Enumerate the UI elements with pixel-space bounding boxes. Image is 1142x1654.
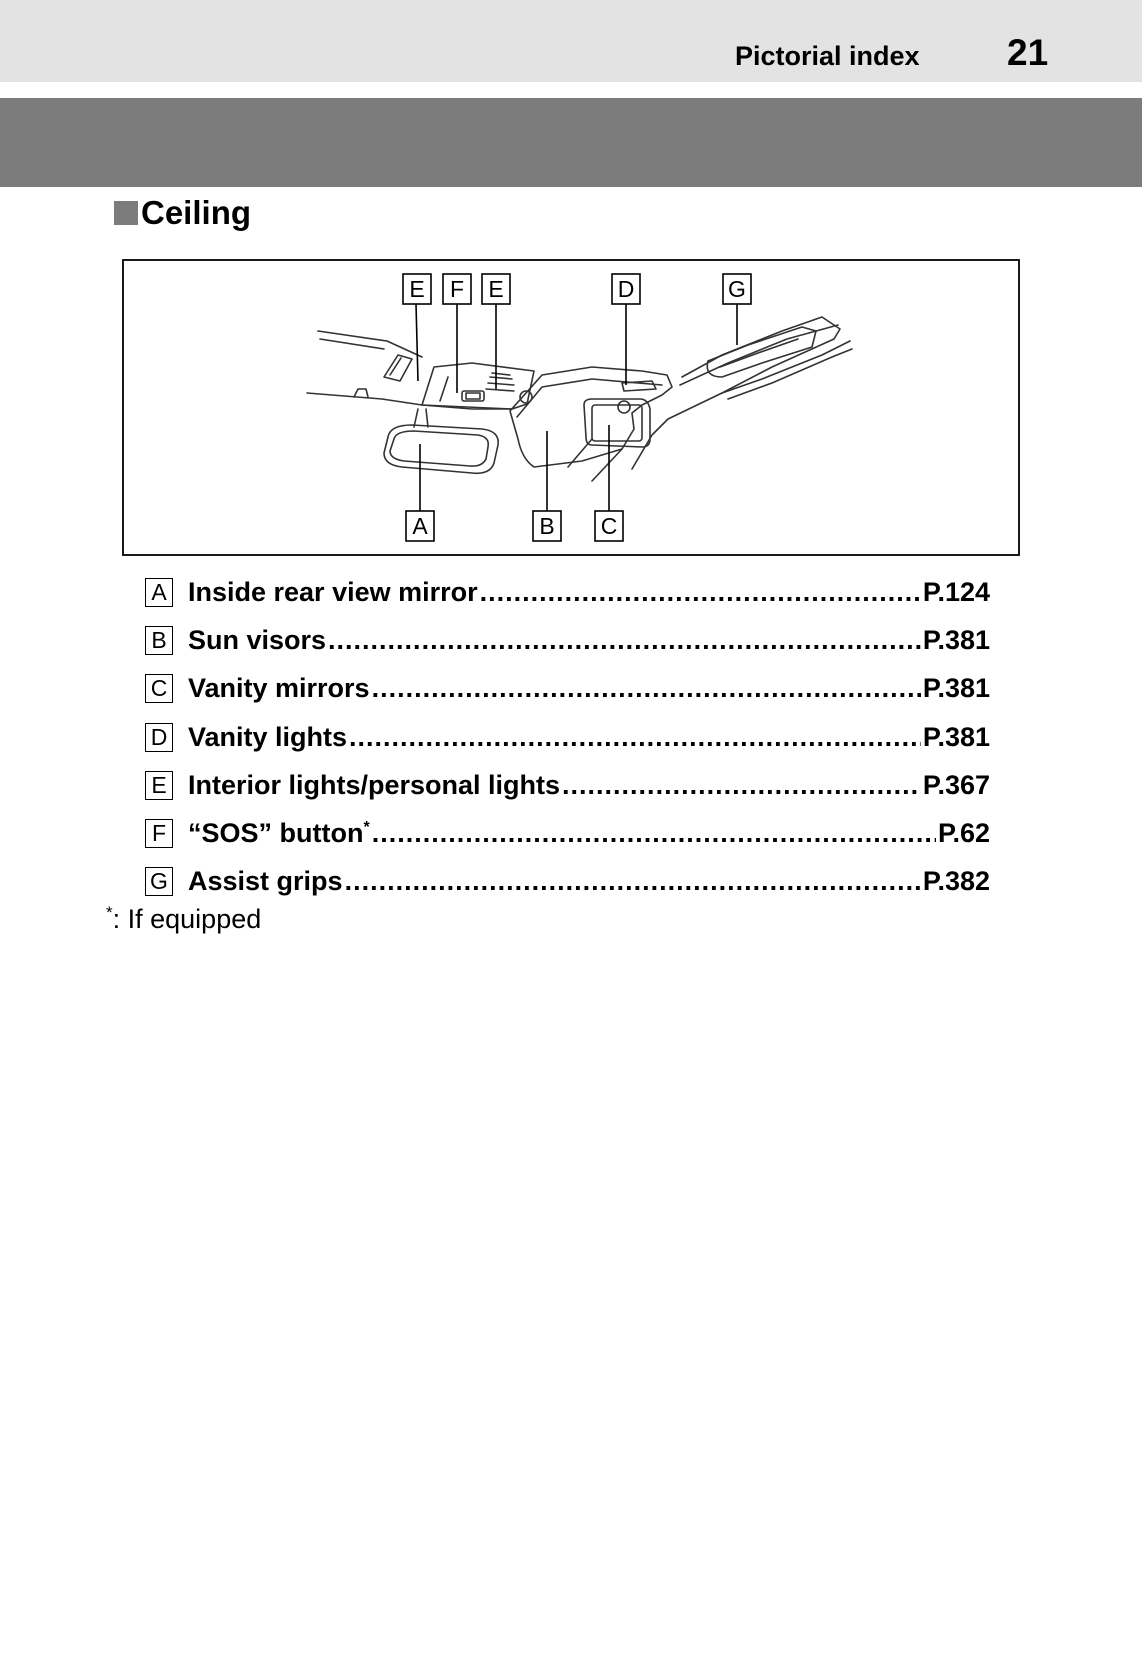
decorative-band [0,98,1142,187]
page-reference-link[interactable]: P.367 [922,769,990,800]
callout-b: B [539,513,555,539]
legend-letter: C [145,674,173,703]
leader-dots [328,625,921,656]
page-reference-link[interactable]: P.124 [922,576,990,607]
page-reference-link[interactable]: P.62 [937,818,990,849]
legend-letter: B [145,626,173,655]
legend-row-a [145,568,990,616]
legend-label [188,818,370,849]
legend-row-g [145,858,990,906]
leader-dots [372,818,936,849]
callout-e2: E [488,276,504,302]
legend-label: Vanity lights [188,721,348,752]
parts-legend [145,568,990,906]
legend-label-text: “SOS” button [188,818,364,849]
legend-letter: D [145,723,173,752]
leader-dots [480,577,921,608]
legend-letter: G [145,867,173,896]
section-title: Pictorial index [735,41,920,71]
page-reference-link[interactable]: P.381 [922,721,990,752]
callout-a: A [412,513,428,539]
heading-text: Ceiling [141,194,252,231]
page-reference-link[interactable]: P.381 [922,624,990,655]
square-bullet-icon [114,201,138,225]
footnote [106,903,261,935]
callout-g: G [728,276,746,302]
legend-label: Interior lights/personal lights [188,769,561,800]
legend-letter: A [145,578,173,607]
callout-f: F [449,276,465,302]
subsection-heading [114,193,251,233]
legend-letter: F [145,819,173,848]
legend-label: Inside rear view mirror [188,576,478,607]
footnote-text: : If equipped [112,904,262,934]
legend-row-f [145,809,990,857]
legend-row-e [145,761,990,809]
legend-label: Vanity mirrors [188,673,370,704]
callout-c: C [600,513,618,539]
legend-letter: E [145,771,173,800]
callout-e1: E [409,276,425,302]
legend-row-b [145,616,990,664]
leader-dots [562,770,921,801]
legend-row-d [145,713,990,761]
ceiling-diagram [122,259,1020,556]
ceiling-illustration [122,259,1020,556]
page-number: 21 [1007,32,1049,73]
figure-frame [123,260,1019,555]
page-reference-link[interactable]: P.382 [922,866,990,897]
leader-dots [345,866,921,897]
page-reference-link[interactable]: P.381 [922,673,990,704]
legend-label: Assist grips [188,866,343,897]
legend-label: Sun visors [188,624,327,655]
if-equipped-asterisk: * [363,819,370,837]
callout-d: D [617,276,635,302]
header-bar [0,0,1142,82]
leader-dots [349,722,921,753]
leader-dots [372,673,921,704]
legend-row-c [145,665,990,713]
footnote-asterisk: * [106,903,113,922]
